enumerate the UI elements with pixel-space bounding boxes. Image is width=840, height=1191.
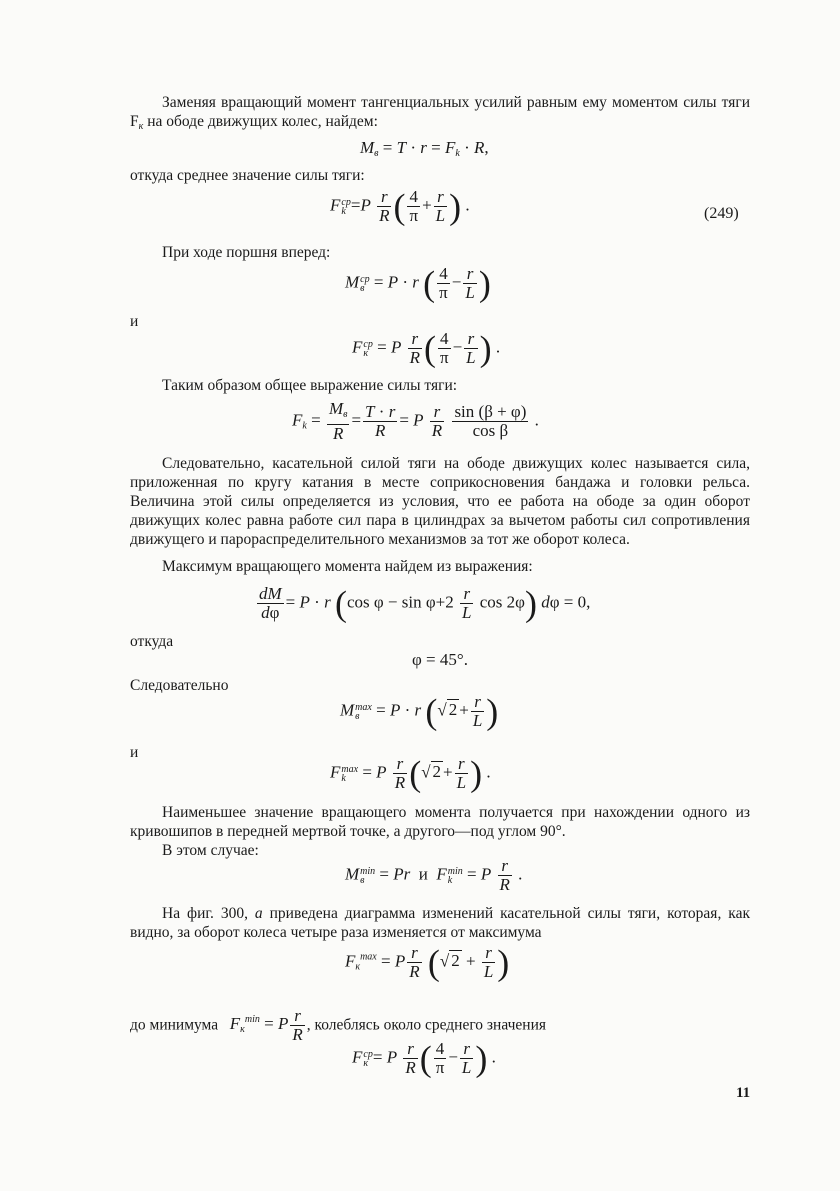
equation-min: M min в = Pr и F min k = P $\frac{r}{R}$ . — [345, 856, 523, 894]
paragraph-general-expression: Таким образом общее выражение силы тяги: — [162, 377, 458, 394]
equation-moment-mean: M cp в = P · r ( $\frac{4}{\pi}$ − $\frac{r}{L}$ ) — [345, 263, 491, 304]
equation-general: $F_k$ = $\frac{M_в}{R}$ = $\frac{T \cdot r}{R}$ = P $\frac{r}{R}$ $\frac{\sin (\beta + \varphi)}{\text{cos β}}$ . — [292, 399, 539, 443]
paragraph-max-moment: Максимум вращающего момента найдем из выражения: — [162, 558, 533, 575]
equation-force-mean-2: F cp к = P $\frac{r}{R}$ ( $\frac{4}{\pi}$ − $\frac{r}{L}$ ) . — [352, 1038, 496, 1079]
paragraph-intro: Заменяя вращающий момент тангенциальных усилий равным ему моментом силы тяги $F_к$ на ободе движущих колес, найдем: — [130, 94, 750, 132]
paragraph-diagram: На фиг. 300, а приведена диаграмма изменений касательной силы тяги, которая, как видно, за оборот колеса четыре раза изменяется от максимума — [130, 905, 750, 941]
paragraph-this-case: В этом случае: — [162, 842, 259, 859]
equation-force-max: F max k = P $\frac{r}{R}$ (√ 2 + $\frac{r}{L}$ ) . — [330, 753, 491, 794]
equation-moment: $M_в = T \cdot r = F_k \cdot R$, — [360, 138, 489, 159]
equation-derivative: $\frac{dM}{d\varphi}$ = P · r (cos φ − sin φ+2 $\frac{r}{L}$ cos 2φ) dφ = 0, — [259, 583, 591, 624]
conjunction-and-2: и — [130, 744, 139, 761]
conjunction-and-1: и — [130, 313, 139, 330]
equation-force-mean: F cp к = P $\frac{r}{R}$ ( $\frac{4}{\pi}$ − $\frac{r}{L}$ ) . — [352, 328, 501, 369]
paragraph-min-moment: Наименьшее значение вращающего момента получается при нахождении одного из кривошипов в передней мертвой точке, а другого—под углом 90°. — [130, 804, 750, 840]
equation-force-max-2: $F_к^{max} = P$ $\frac{r}{R}$ (√ 2 + $\frac{r}{L}$ ) — [345, 942, 510, 983]
equation-phi: φ = 45°. — [412, 650, 468, 669]
equation-moment-max: M max в = P · r (√ 2 + $\frac{r}{L}$ ) — [340, 691, 499, 732]
text-whence: откуда — [130, 633, 174, 650]
equation-number: (249) — [704, 205, 739, 222]
page-number: 11 — [736, 1085, 751, 1101]
paragraph-forward-stroke: При ходе поршня вперед: — [162, 244, 331, 261]
paragraph-mean-force: откуда среднее значение силы тяги: — [130, 167, 365, 184]
text-therefore: Следовательно — [130, 677, 229, 694]
equation-249: F cp k =P $\frac{r}{R}$ ( $\frac{4}{\pi}$ + $\frac{r}{L}$ ) . — [330, 186, 470, 227]
paragraph-to-minimum: до минимума $F_к^{min} = P$ $\frac{r}{R}$ , колеблясь около среднего значения — [130, 1006, 547, 1044]
paragraph-definition: Следовательно, касательной силой тяги на ободе движущих колес называется сила, приложенная по кругу катания в месте соприкосновения бандажа и головки рельса. Величина этой силы определяется из условия, что ее работа на ободе за один оборот движущих колес равна работе сил пара в цилиндрах за вычетом работы сил сопротивления движущего и парораспределительного механизмов за тот же оборот колеса. — [130, 455, 750, 548]
